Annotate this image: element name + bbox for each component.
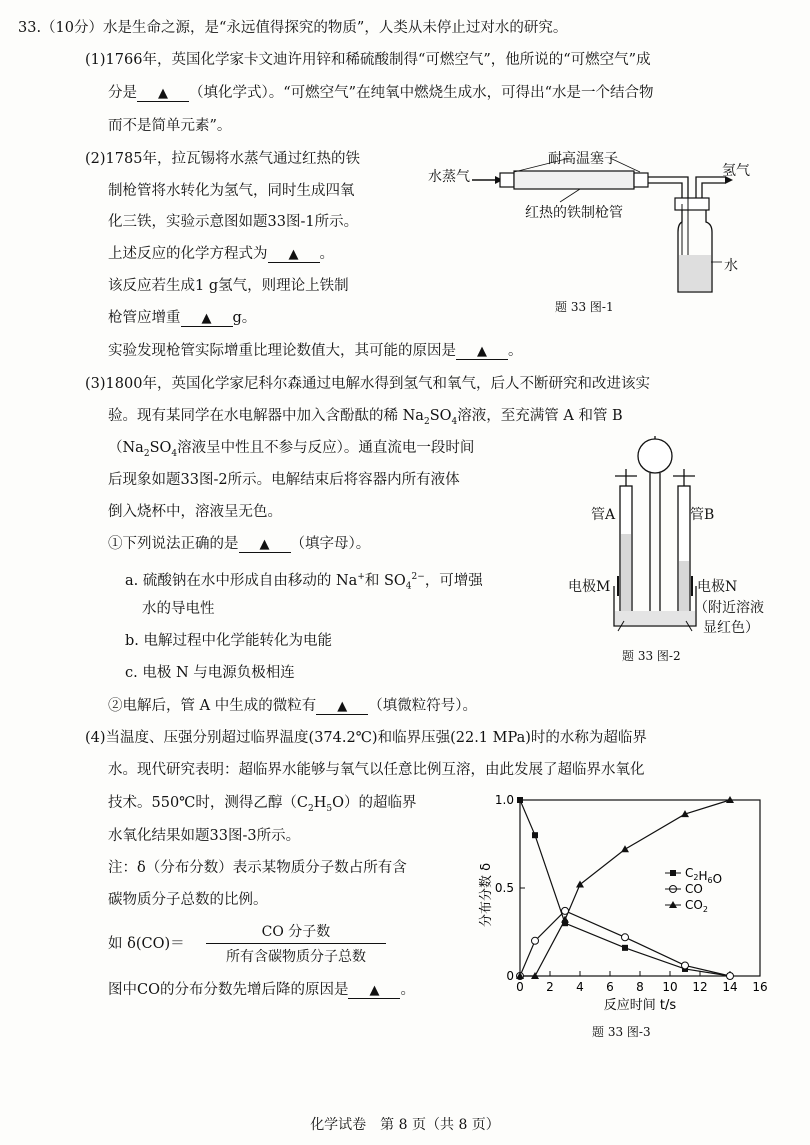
part2-line4: 上述反应的化学方程式为 ▲ 。: [108, 246, 334, 262]
legend-label-c2h6o: $C_2H_6O$: [685, 866, 723, 886]
figure3-chart: [470, 785, 780, 1015]
series-line-co: [520, 911, 730, 976]
part3-line3: （$Na_2SO_4$溶液呈中性且不参与反应）。通直流电一段时间: [108, 440, 475, 459]
data-point-co: [727, 973, 734, 980]
label-steam: 水蒸气: [428, 169, 470, 185]
answer-blank[interactable]: ▲: [456, 344, 508, 360]
x-tick-label: 6: [606, 980, 614, 994]
part3-line2: 验。现有某同学在水电解器中加入含酚酞的稀 $Na_2SO_4$溶液，至充满管 A 和管 B: [108, 408, 623, 427]
y-tick-label: 0.5: [494, 881, 514, 895]
x-tick-label: 12: [692, 980, 708, 994]
plot-frame: [520, 800, 760, 976]
data-point-c2h6o: [532, 832, 538, 838]
part2-line2: 制枪管将水转化为氢气，同时生成四氧: [108, 183, 355, 199]
part4-q: 图中CO的分布分数先增后降的原因是 ▲ 。: [108, 982, 415, 998]
data-point-c2h6o: [622, 945, 628, 951]
plug-left: [500, 173, 514, 187]
option-b: b. 电解过程中化学能转化为电能: [125, 633, 332, 649]
part3-line4: 后现象如题33图-2所示。电解结束后将容器内所有液体: [108, 472, 460, 488]
part1-line3: 而不是简单元素”。: [108, 118, 232, 134]
data-point-co: [532, 937, 539, 944]
x-axis-label: 反应时间 t/s: [603, 998, 677, 1013]
data-point-c2h6o: [517, 797, 523, 803]
x-tick-label: 14: [722, 980, 738, 994]
part2-line3: 化三铁，实验示意图如题33图-1所示。: [108, 214, 359, 230]
answer-blank[interactable]: ▲: [181, 311, 233, 327]
part2-line7: 实验发现枪管实际增重比理论数值大，其可能的原因是 ▲ 。: [108, 343, 523, 359]
label-tube-b: 管B: [690, 507, 715, 523]
part4-note2: 碳物质分子总数的比例。: [108, 892, 268, 908]
x-tick-label: 16: [752, 980, 768, 994]
fraction-denominator: 所有含碳物质分子总数: [226, 949, 366, 965]
iron-gun-barrel: [514, 171, 634, 189]
option-a-line2: 水的导电性: [142, 601, 215, 617]
answer-blank[interactable]: ▲: [316, 699, 368, 715]
x-tick-label: 8: [636, 980, 644, 994]
y-tick-label: 0: [506, 969, 514, 983]
part1-line2: 分是 ▲ （填化学式）。“可燃空气”在纯氧中燃烧生成水，可得出“水是一个结合物: [108, 85, 654, 101]
water-level: [679, 255, 711, 291]
part4-line1: (4)当温度、压强分别超过临界温度(374.2℃)和临界压强(22.1 MPa)时的水称为超临界: [85, 730, 647, 746]
part3-line1: (3)1800年，英国化学家尼科尔森通过电解水得到氢气和氧气，后人不断研究和改进该实: [85, 376, 650, 392]
page-footer: 化学试卷 第 8 页（共 8 页）: [310, 1117, 500, 1133]
x-tick-label: 2: [546, 980, 554, 994]
figure2-caption: 题 33 图-2: [622, 649, 681, 663]
x-tick-label: 10: [662, 980, 678, 994]
label-tube-a: 管A: [591, 507, 616, 523]
part1-line1: (1)1766年，英国化学家卡文迪许用锌和稀硫酸制得“可燃空气”，他所说的“可燃空气”成: [85, 52, 651, 68]
label-plug: 耐高温塞子: [548, 151, 618, 167]
part2-line1: (2)1785年，拉瓦锡将水蒸气通过红热的铁: [85, 151, 360, 167]
part2-line5: 该反应若生成1 g氢气，则理论上铁制: [108, 278, 349, 294]
part2-line6: 枪管应增重 ▲ g。: [108, 310, 257, 326]
answer-blank[interactable]: ▲: [239, 537, 291, 553]
label-electrode-m: 电极M: [568, 579, 611, 595]
reservoir-bulb: [638, 439, 672, 473]
legend-label-co: CO: [685, 882, 703, 896]
answer-blank[interactable]: ▲: [348, 983, 400, 999]
label-hydrogen: 氢气: [722, 163, 750, 179]
legend-label-co2: $CO_2$: [685, 898, 708, 914]
part4-note1: 注：δ（分布分数）表示某物质分子数占所有含: [108, 860, 407, 876]
x-tick-label: 0: [516, 980, 524, 994]
fraction-numerator: CO 分子数: [206, 921, 386, 944]
question-intro: 33.（10分）水是生命之源，是“永远值得探究的物质”，人类从未停止过对水的研究。: [18, 20, 568, 36]
option-a-line1: a. 硫酸钠在水中形成自由移动的 Na+和 $SO_4^{2-}$，可增强: [125, 572, 483, 592]
option-c: c. 电极 N 与电源负极相连: [125, 665, 295, 681]
answer-blank[interactable]: ▲: [137, 86, 189, 102]
part4-line4: 水氧化结果如题33图-3所示。: [108, 828, 301, 844]
part4-line2: 水。现代研究表明：超临界水能够与氧气以任意比例互溶，由此发展了超临界水氧化: [108, 762, 645, 778]
label-red-note1: （附近溶液: [694, 600, 764, 616]
y-tick-label: 1.0: [494, 793, 514, 807]
part4-line3: 技术。550℃时，测得乙醇$(C_2H_5O)$的超临界: [108, 795, 417, 814]
data-point-co: [682, 962, 689, 969]
part3-q1: ①下列说法正确的是 ▲ （填字母）。: [108, 536, 371, 552]
part3-line5: 倒入烧杯中，溶液呈无色。: [108, 504, 282, 520]
y-axis-label: 分布分数 δ: [479, 862, 494, 928]
figure3-caption: 题 33 图-3: [592, 1025, 651, 1039]
plug-right: [634, 173, 648, 187]
figure1-caption: 题 33 图-1: [555, 300, 614, 314]
delta-co-fraction: [206, 921, 386, 966]
bottle-stopper: [675, 198, 709, 210]
delta-co-prefix: 如 δ(CO)＝: [108, 936, 185, 952]
data-point-co2: [621, 845, 629, 852]
answer-blank[interactable]: ▲: [268, 247, 320, 263]
x-tick-label: 4: [576, 980, 584, 994]
part3-q2: ②电解后，管 A 中生成的微粒有 ▲ （填微粒符号）。: [108, 698, 477, 714]
label-electrode-n: 电极N: [697, 579, 738, 595]
label-water: 水: [724, 258, 738, 274]
label-iron-barrel: 红热的铁制枪管: [525, 205, 623, 221]
data-point-co: [622, 934, 629, 941]
data-point-co: [562, 907, 569, 914]
label-red-note2: 显红色）: [703, 620, 759, 636]
